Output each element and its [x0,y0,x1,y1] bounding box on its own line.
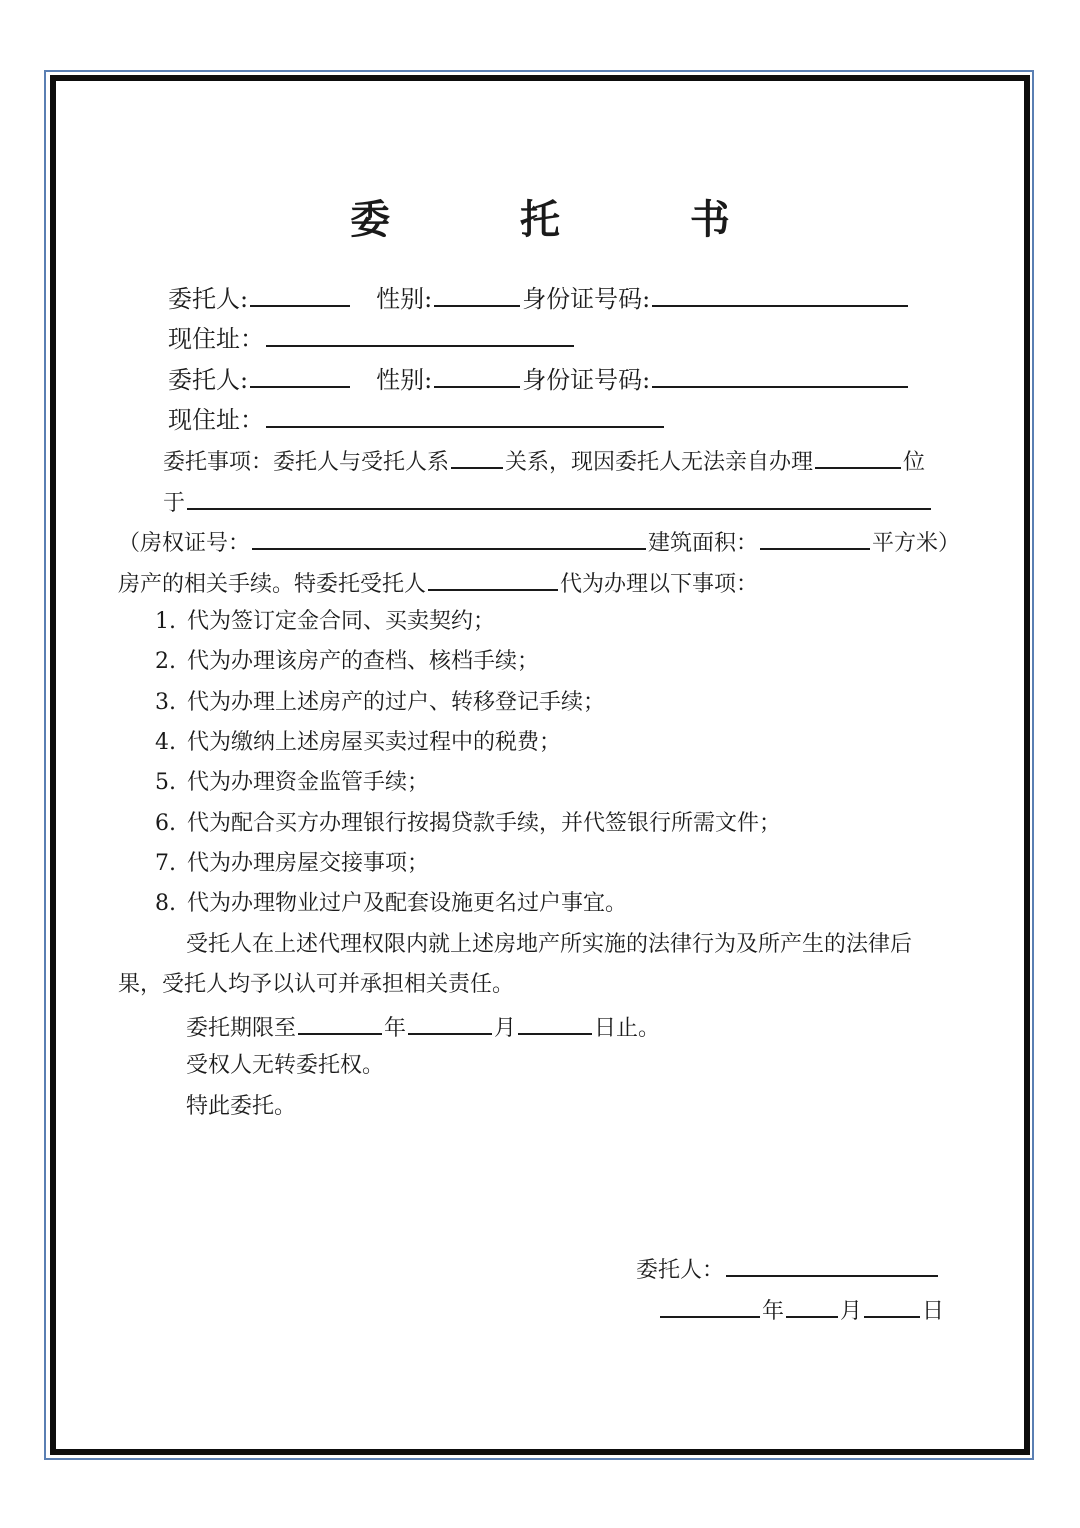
term-row [186,1011,660,1044]
relationship-field[interactable] [451,445,503,469]
list-item [155,728,561,758]
signature-label: 委托人： [636,1258,725,1283]
cert-number-field[interactable] [252,526,646,550]
term-day-field[interactable] [518,1011,592,1035]
matter-line-2 [163,486,933,519]
matter-text-5: 房产的相关手续。特委托受托人 [118,572,427,597]
list-item-text: 代为办理上述房产的过户、转移登记手续； [187,690,606,715]
list-item-text: 代为办理房屋交接事项； [187,851,430,876]
list-item-number: 4. [155,730,176,755]
area-unit: 平方米） [872,531,961,556]
client2-id-label: 身份证号码: [522,366,651,394]
matter-text-3: 位 [903,450,926,475]
term-day-label: 日止。 [594,1016,661,1041]
closing-text: 特此委托。 [186,1094,297,1119]
property-address-field[interactable] [187,486,931,510]
signature-row [636,1253,940,1286]
area-label: 建筑面积： [648,531,759,556]
location-field[interactable] [815,445,901,469]
client2-row [168,364,910,395]
sign-year-label: 年 [762,1299,785,1324]
term-month-label: 月 [494,1016,517,1041]
term-year-field[interactable] [298,1011,382,1035]
client1-name-label: 委托人: [168,285,249,313]
client1-name-field[interactable] [250,283,350,307]
list-item [155,849,429,879]
list-item [155,647,539,677]
client2-address-field[interactable] [266,404,664,428]
list-item-number: 6. [155,811,176,836]
cert-label: （房权证号： [118,531,251,556]
matter-text-4: 于 [163,491,186,516]
client1-id-label: 身份证号码: [522,285,651,313]
client1-address-label: 现住址： [168,325,264,353]
list-item-text: 代为配合买方办理银行按揭贷款手续，并代签银行所需文件； [187,811,782,836]
sign-day-label: 日 [922,1299,945,1324]
no-subdelegation: 受权人无转委托权。 [186,1053,385,1078]
client1-address-row [168,323,576,354]
client2-name-label: 委托人: [168,366,249,394]
list-item [155,809,781,839]
matter-line-1 [163,445,925,478]
client1-row [168,283,910,314]
matter-line-3 [118,526,960,559]
document-title: 委 托 书 [350,197,788,243]
area-field[interactable] [760,526,870,550]
sign-year-field[interactable] [660,1294,760,1318]
list-item-number: 3. [155,690,176,715]
list-item-text: 代为办理物业过户及配套设施更名过户事宜。 [187,891,628,916]
liability-paragraph-line-2: 果，受托人均予以认可并承担相关责任。 [118,972,515,997]
matter-text-1: 委托事项：委托人与受托人系 [163,450,450,475]
client1-id-field[interactable] [652,283,908,307]
list-item-number: 7. [155,851,176,876]
list-item [155,607,495,637]
sign-month-label: 月 [840,1299,863,1324]
term-year-label: 年 [384,1016,407,1041]
signature-date-row [658,1294,944,1327]
page-border-inner [50,75,1030,1455]
client2-id-field[interactable] [652,364,908,388]
client2-address-label: 现住址： [168,406,264,434]
list-item-text: 代为签订定金合同、买卖契约； [187,609,496,634]
list-item-text: 代为办理该房产的查档、核档手续； [187,649,540,674]
list-item-number: 1. [155,609,176,634]
matter-text-6: 代为办理以下事项： [560,572,759,597]
signature-field[interactable] [726,1253,938,1277]
term-month-field[interactable] [408,1011,492,1035]
list-item [155,889,627,919]
list-item-number: 8. [155,891,176,916]
client1-gender-label: 性别: [376,285,433,313]
list-item [155,688,605,718]
client2-gender-label: 性别: [376,366,433,394]
matter-text-2: 关系，现因委托人无法亲自办理 [505,450,814,475]
sign-day-field[interactable] [864,1294,920,1318]
term-prefix: 委托期限至 [186,1016,297,1041]
client1-gender-field[interactable] [434,283,520,307]
agent-name-field[interactable] [428,567,558,591]
sign-month-field[interactable] [786,1294,838,1318]
list-item [155,768,429,798]
client2-address-row [168,404,666,435]
list-item-text: 代为缴纳上述房屋买卖过程中的税费； [187,730,562,755]
list-item-number: 5. [155,770,176,795]
list-item-number: 2. [155,649,176,674]
liability-paragraph-line-1: 受托人在上述代理权限内就上述房地产所实施的法律行为及所产生的法律后 [186,932,913,957]
client2-gender-field[interactable] [434,364,520,388]
list-item-text: 代为办理资金监管手续； [187,770,430,795]
client1-address-field[interactable] [266,323,574,347]
matter-line-4 [118,567,758,600]
client2-name-field[interactable] [250,364,350,388]
